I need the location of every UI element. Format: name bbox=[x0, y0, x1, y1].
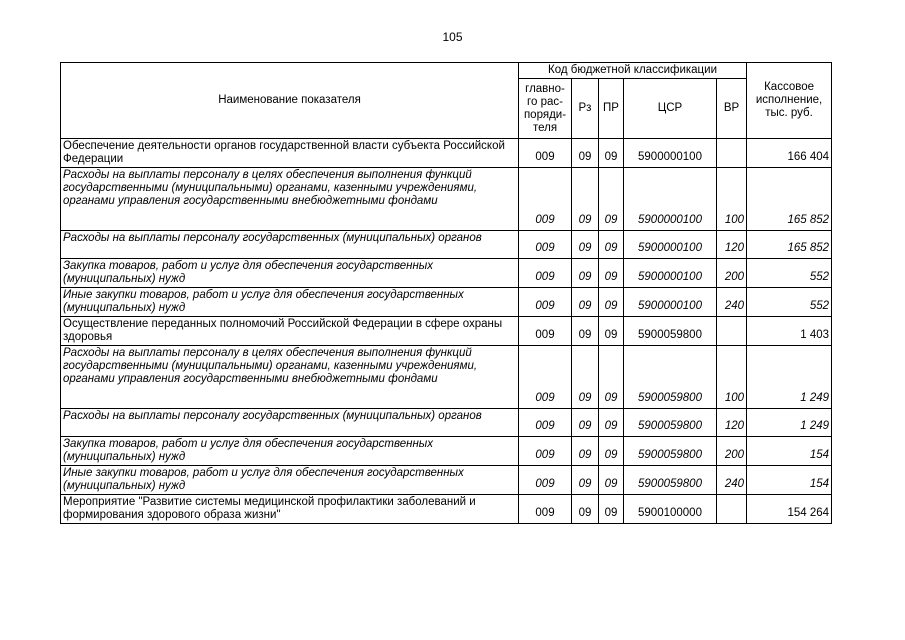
row-csr-code: 5900059800 bbox=[624, 466, 717, 495]
row-csr-code: 5900000100 bbox=[624, 288, 717, 317]
row-amount: 1 249 bbox=[747, 409, 832, 437]
table-row bbox=[61, 409, 832, 437]
row-vr-code bbox=[717, 317, 747, 346]
budget-table bbox=[60, 62, 832, 524]
row-vr-code bbox=[717, 139, 747, 168]
row-name: Закупка товаров, работ и услуг для обеспечения государственных (муниципальных) нужд bbox=[61, 259, 519, 288]
row-rz-code: 09 bbox=[572, 346, 599, 409]
row-csr-code: 5900100000 bbox=[624, 495, 717, 524]
row-amount: 1 249 bbox=[747, 346, 832, 409]
row-amount: 166 404 bbox=[747, 139, 832, 168]
row-vr-code: 240 bbox=[717, 466, 747, 495]
row-rz-code: 09 bbox=[572, 409, 599, 437]
table-row bbox=[61, 346, 832, 409]
row-name: Обеспечение деятельности органов государственной власти субъекта Российской Федерации bbox=[61, 139, 519, 168]
row-manager-code: 009 bbox=[519, 346, 572, 409]
table-row bbox=[61, 317, 832, 346]
row-rz-code: 09 bbox=[572, 466, 599, 495]
row-pr-code: 09 bbox=[599, 495, 624, 524]
row-vr-code: 200 bbox=[717, 259, 747, 288]
row-amount: 154 bbox=[747, 437, 832, 466]
row-amount: 552 bbox=[747, 259, 832, 288]
row-manager-code: 009 bbox=[519, 437, 572, 466]
row-rz-code: 09 bbox=[572, 139, 599, 168]
row-pr-code: 09 bbox=[599, 288, 624, 317]
row-name: Расходы на выплаты персоналу в целях обеспечения выполнения функций государственными (муниципальными) органами, казенными учреждениями, органами управления государственными внебюджетными фондами bbox=[61, 346, 519, 409]
row-manager-code: 009 bbox=[519, 495, 572, 524]
row-name: Расходы на выплаты персоналу государственных (муниципальных) органов bbox=[61, 409, 519, 437]
table-row bbox=[61, 466, 832, 495]
row-csr-code: 5900000100 bbox=[624, 139, 717, 168]
row-name: Закупка товаров, работ и услуг для обеспечения государственных (муниципальных) нужд bbox=[61, 437, 519, 466]
row-vr-code: 240 bbox=[717, 288, 747, 317]
row-manager-code: 009 bbox=[519, 231, 572, 259]
row-amount: 165 852 bbox=[747, 231, 832, 259]
row-manager-code: 009 bbox=[519, 466, 572, 495]
row-manager-code: 009 bbox=[519, 259, 572, 288]
row-pr-code: 09 bbox=[599, 231, 624, 259]
row-manager-code: 009 bbox=[519, 168, 572, 231]
row-name: Мероприятие "Развитие системы медицинской профилактики заболеваний и формирования здорового образа жизни" bbox=[61, 495, 519, 524]
row-name: Осуществление переданных полномочий Российской Федерации в сфере охраны здоровья bbox=[61, 317, 519, 346]
row-rz-code: 09 bbox=[572, 495, 599, 524]
row-rz-code: 09 bbox=[572, 317, 599, 346]
row-name: Иные закупки товаров, работ и услуг для обеспечения государственных (муниципальных) нужд bbox=[61, 466, 519, 495]
row-name: Расходы на выплаты персоналу государственных (муниципальных) органов bbox=[61, 231, 519, 259]
header-csr: ЦСР bbox=[624, 79, 717, 139]
row-vr-code bbox=[717, 495, 747, 524]
row-manager-code: 009 bbox=[519, 317, 572, 346]
row-amount: 1 403 bbox=[747, 317, 832, 346]
page-number: 105 bbox=[442, 30, 463, 44]
row-pr-code: 09 bbox=[599, 437, 624, 466]
header-indicator-name: Наименование показателя bbox=[61, 63, 519, 139]
table-row bbox=[61, 259, 832, 288]
row-vr-code: 120 bbox=[717, 231, 747, 259]
row-pr-code: 09 bbox=[599, 409, 624, 437]
header-rz: Рз bbox=[572, 79, 599, 139]
row-pr-code: 09 bbox=[599, 346, 624, 409]
row-rz-code: 09 bbox=[572, 259, 599, 288]
table-row bbox=[61, 231, 832, 259]
row-csr-code: 5900000100 bbox=[624, 259, 717, 288]
row-rz-code: 09 bbox=[572, 437, 599, 466]
table-row bbox=[61, 139, 832, 168]
header-pr: ПР bbox=[599, 79, 624, 139]
row-csr-code: 5900000100 bbox=[624, 231, 717, 259]
row-rz-code: 09 bbox=[572, 288, 599, 317]
row-vr-code: 100 bbox=[717, 168, 747, 231]
row-csr-code: 5900059800 bbox=[624, 409, 717, 437]
table-row bbox=[61, 168, 832, 231]
row-pr-code: 09 bbox=[599, 259, 624, 288]
row-csr-code: 5900059800 bbox=[624, 437, 717, 466]
header-code-group: Код бюджетной классификации bbox=[519, 63, 747, 79]
row-rz-code: 09 bbox=[572, 231, 599, 259]
row-amount: 552 bbox=[747, 288, 832, 317]
row-pr-code: 09 bbox=[599, 317, 624, 346]
header-vr: ВР bbox=[717, 79, 747, 139]
table-row bbox=[61, 437, 832, 466]
row-manager-code: 009 bbox=[519, 409, 572, 437]
table-row bbox=[61, 495, 832, 524]
row-pr-code: 09 bbox=[599, 466, 624, 495]
row-rz-code: 09 bbox=[572, 168, 599, 231]
row-pr-code: 09 bbox=[599, 168, 624, 231]
row-vr-code: 200 bbox=[717, 437, 747, 466]
table-row bbox=[61, 288, 832, 317]
row-csr-code: 5900000100 bbox=[624, 168, 717, 231]
header-manager: главно-го рас-поряди-теля bbox=[519, 79, 572, 139]
row-manager-code: 009 bbox=[519, 139, 572, 168]
row-manager-code: 009 bbox=[519, 288, 572, 317]
row-pr-code: 09 bbox=[599, 139, 624, 168]
row-vr-code: 100 bbox=[717, 346, 747, 409]
row-amount: 165 852 bbox=[747, 168, 832, 231]
row-name: Расходы на выплаты персоналу в целях обеспечения выполнения функций государственными (муниципальными) органами, казенными учреждениями, органами управления государственными внебюджетными фондами bbox=[61, 168, 519, 231]
row-csr-code: 5900059800 bbox=[624, 317, 717, 346]
row-vr-code: 120 bbox=[717, 409, 747, 437]
row-csr-code: 5900059800 bbox=[624, 346, 717, 409]
row-name: Иные закупки товаров, работ и услуг для обеспечения государственных (муниципальных) нужд bbox=[61, 288, 519, 317]
row-amount: 154 264 bbox=[747, 495, 832, 524]
header-execution: Кассовое исполнение, тыс. руб. bbox=[747, 63, 832, 139]
table-body bbox=[61, 139, 832, 524]
row-amount: 154 bbox=[747, 466, 832, 495]
